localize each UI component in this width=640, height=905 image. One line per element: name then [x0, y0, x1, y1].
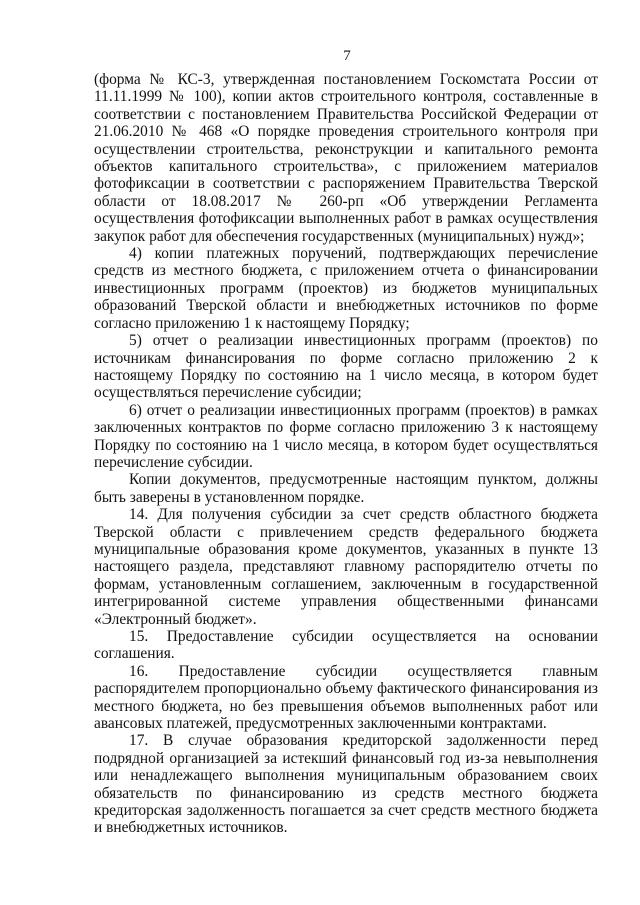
paragraph-item-4: 4) копии платежных поручений, подтверждающих перечисление средств из местного бюджета, с приложением отчета о финансировании инвестиционных программ (проектов) из бюджетов муниципальных образований Тверской области и внебюджетных источников по форме согласно приложению 1 к настоящему Порядку;	[94, 245, 598, 332]
paragraph-item-5: 5) отчет о реализации инвестиционных программ (проектов) по источникам финансирования по форме согласно приложению 2 к настоящему Порядку по состоянию на 1 число месяца, в котором будет осуществляться перечисление субсидии;	[94, 332, 598, 402]
paragraph-clause-14: 14. Для получения субсидии за счет средств областного бюджета Тверской области с привлечением средств федерального бюджета муниципальные образования кроме документов, указанных в пункте 13 настоящего раздела, представляют главному распорядителю отчеты по формам, установленным соглашением, заключенным в государственной интегрированной системе управления общественными финансами «Электронный бюджет».	[94, 506, 598, 628]
paragraph-clause-17: 17. В случае образования кредиторской задолженности перед подрядной организацией за истекший финансовый год из-за невыполнения или ненадлежащего выполнения муниципальным образованием своих обязательств по финансированию из средств местного бюджета кредиторская задолженность погашается за счет средств местного бюджета и внебюджетных источников.	[94, 732, 598, 837]
paragraph-copies-certification: Копии документов, предусмотренные настоящим пунктом, должны быть заверены в установленном порядке.	[94, 471, 598, 506]
page-number: 7	[343, 48, 351, 64]
paragraph-act-forms: (форма № КС-3, утвержденная постановлением Госкомстата России от 11.11.1999 № 100), копии актов строительного контроля, составленные в соответствии с постановлением Правительства Российской Федерации от 21.06.2010 № 468 «О порядке проведения строительного контроля при осуществлении строительства, реконструкции и капитального ремонта объектов капитального строительства», с приложением материалов фотофиксации в соответствии с распоряжением Правительства Тверской области от 18.08.2017 № 260-рп «Об утверждении Регламента осуществления фотофиксации выполненных работ в рамках осуществления закупок работ для обеспечения государственных (муниципальных) нужд»;	[94, 71, 598, 245]
paragraph-clause-15: 15. Предоставление субсидии осуществляется на основании соглашения.	[94, 628, 598, 663]
paragraph-item-6: 6) отчет о реализации инвестиционных программ (проектов) в рамках заключенных контрактов по форме согласно приложению 3 к настоящему Порядку по состоянию на 1 число месяца, в котором будет осуществляться перечисление субсидии.	[94, 401, 598, 471]
paragraph-clause-16: 16. Предоставление субсидии осуществляется главным распорядителем пропорционально объему фактического финансирования из местного бюджета, но без превышения объемов выполненных работ или авансовых платежей, предусмотренных заключенными контрактами.	[94, 662, 598, 733]
